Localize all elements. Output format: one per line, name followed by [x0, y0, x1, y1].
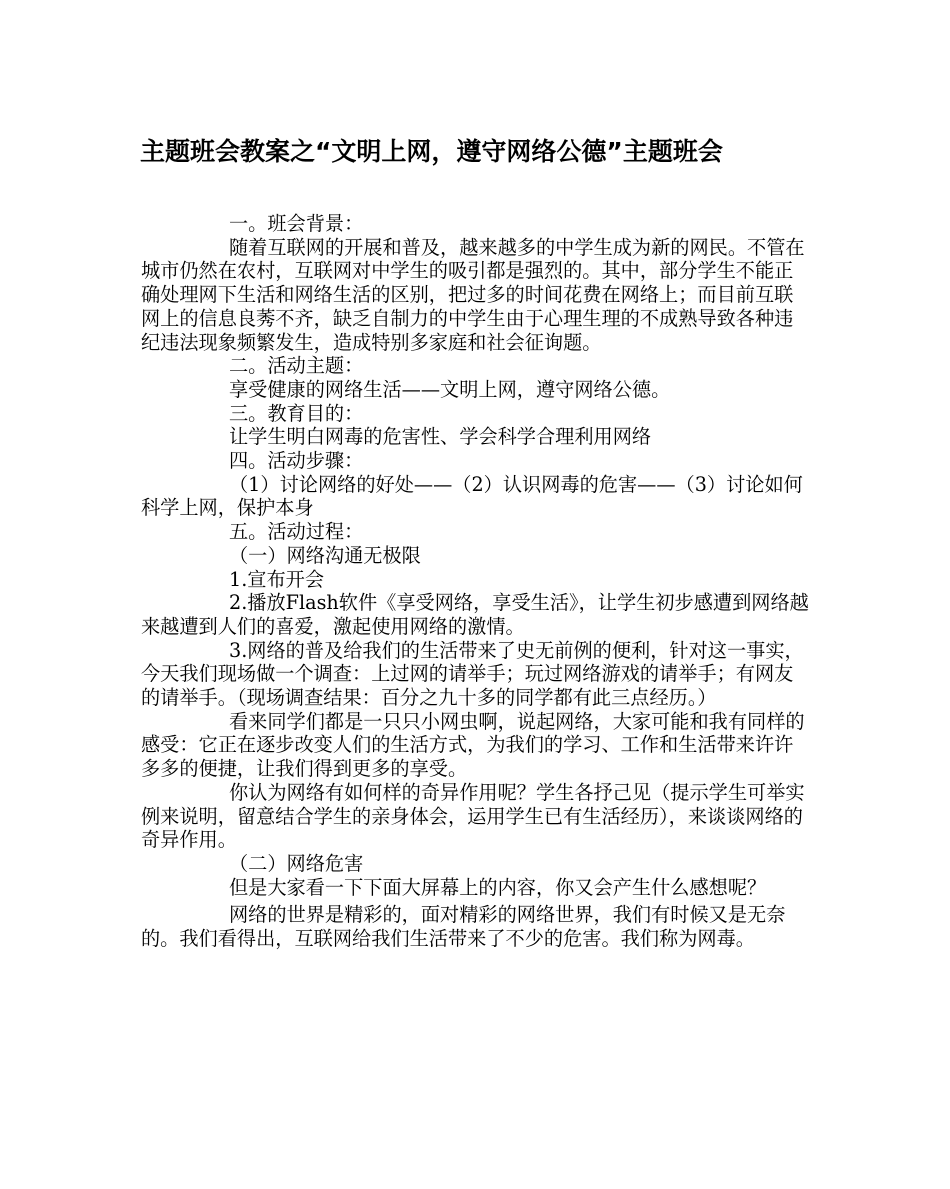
paragraph: 你认为网络有如何样的奇异作用呢？学生各抒己见（提示学生可举实例来说明，留意结合学生的亲身体会，运用学生已有生活经历），来谈谈网络的奇异作用。 — [141, 780, 805, 852]
paragraph: 享受健康的网络生活——文明上网，遵守网络公德。 — [229, 377, 671, 401]
list-item: 1.宣布开会 — [229, 567, 325, 591]
section-heading: 三。教育目的： — [229, 401, 364, 425]
section-heading: 一。班会背景： — [229, 212, 364, 235]
document-body — [141, 212, 811, 951]
paragraph: 但是大家看一下下面大屏幕上的内容，你又会产生什么感想呢？ — [229, 875, 767, 899]
subsection-heading: （一）网络沟通无极限 — [229, 543, 421, 567]
list-item: 3.网络的普及给我们的生活带来了史无前例的便利，针对这一事实，今天我们现场做一个调查：上过网的请举手；玩过网络游戏的请举手；有网友的请举手。（现场调查结果：百分之九十多的同学都有此三点经历。） — [141, 638, 804, 710]
document-title: 主题班会教案之“文明上网，遵守网络公德”主题班会 — [140, 137, 723, 166]
section-heading: 二。活动主题： — [229, 354, 364, 378]
section-heading: 四。活动步骤： — [229, 449, 364, 473]
paragraph: 看来同学们都是一只只小网虫啊，说起网络，大家可能和我有同样的感受：它正在逐步改变人们的生活方式，为我们的学习、工作和生活带来许许多多的便捷，让我们得到更多的享受。 — [141, 709, 805, 781]
subsection-heading: （二）网络危害 — [229, 851, 364, 875]
list-item: 2.播放Flash软件《享受网络，享受生活》，让学生初步感遭到网络越来越遭到人们的喜爱，激起使用网络的激情。 — [141, 591, 809, 638]
paragraph: 网络的世界是精彩的，面对精彩的网络世界，我们有时候又是无奈的。我们看得出，互联网给我们生活带来了不少的危害。我们称为网毒。 — [141, 903, 786, 951]
section-heading: 五。活动过程： — [229, 520, 364, 544]
paragraph: （1）讨论网络的好处——（2）认识网毒的危害——（3）讨论如何科学上网，保护本身 — [141, 472, 803, 520]
paragraph: 让学生明白网毒的危害性、学会科学合理利用网络 — [229, 425, 652, 449]
paragraph: 随着互联网的开展和普及，越来越多的中学生成为新的网民。不管在城市仍然在农村，互联网对中学生的吸引都是强烈的。其中，部分学生不能正确处理网下生活和网络生活的区别，把过多的时间花费在网络上；而目前互联网上的信息良莠不齐，缺乏自制力的中学生由于心理生理的不成熟导致各种违纪违法现象频繁发生，造成特别多家庭和社会征询题。 — [141, 235, 805, 354]
